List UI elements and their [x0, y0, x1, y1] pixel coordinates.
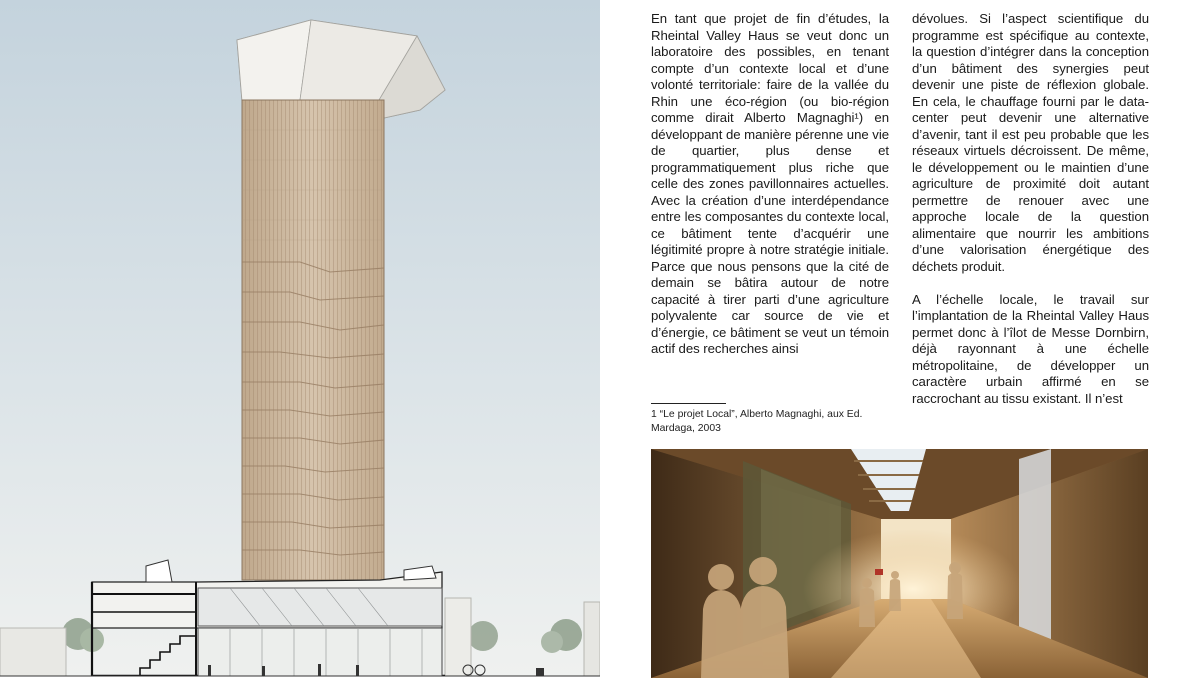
column-two-paragraph-1: dévolues. Si l’aspect scientifique du programme est spécifique au contexte, la question d’intégrer dans la conception d’un bâtiment des synergies peut devenir une piste de réflexion globale. En cela, le chauffage fourni par le data-center peut devenir une alternative d’avenir, tant il est peu probable que les réseaux virtuels décroissent. De même, le développement ou le maintien d’une agriculture de proximité doit autant permettre de renouer avec une approche locale de la question alimentaire que nourrir les ambitions d’une valorisation énergétique des déchets produit.: [912, 11, 1149, 274]
neighbour-building-far-right: [584, 602, 600, 680]
column-two-paragraph-2: A l’échelle locale, le travail sur l’implantation de la Rheintal Valley Haus permet donc à l’îlot de Messe Dornbirn, déjà rayonnant à une échelle métropolitaine, de développer un caractère urbain affirmé en se raccrochant au tissu existant. Il n’est: [912, 291, 1149, 406]
red-accent: [875, 569, 883, 575]
column-one-paragraph: En tant que projet de fin d’études, la Rheintal Valley Haus se veut donc un laboratoire des possibles, en tenant compte d’un contexte local et d’une volonté territoriale: faire de la vallée du Rhin une éco-région (ou bio-région comme dirait Alberto Magnaghi¹) en développant de manière pérenne une vie de quartier, plus dense et programmatiquement plus riche que celle des zones pavillonnaires actuelles. Avec la création d’une interdépendance entre les composantes du contexte local, ce bâtiment tente d’acquérir une légitimité propre à notre stratégie initiale. Parce que nous pensons que la cité de demain se bâtira autour de notre capacité à tirer parti d’une agriculture polyvalente car source de vie et d’énergie, ce bâtiment se veut un témoin actif des recherches ainsi: [651, 11, 889, 356]
interior-rendering-svg: [651, 449, 1148, 678]
interior-rendering: [651, 449, 1148, 678]
text-column-two: [912, 11, 1149, 407]
footnote-rule: [651, 403, 726, 404]
footnote-text: 1 “Le projet Local”, Alberto Magnaghi, aux Ed. Mardaga, 2003: [651, 409, 863, 434]
neighbour-building-left: [0, 628, 66, 680]
ground-plane: [0, 676, 600, 700]
neighbour-building-right: [445, 598, 471, 680]
text-column-one: [651, 11, 889, 358]
footnote: [651, 403, 889, 435]
tower-body: [242, 100, 384, 580]
